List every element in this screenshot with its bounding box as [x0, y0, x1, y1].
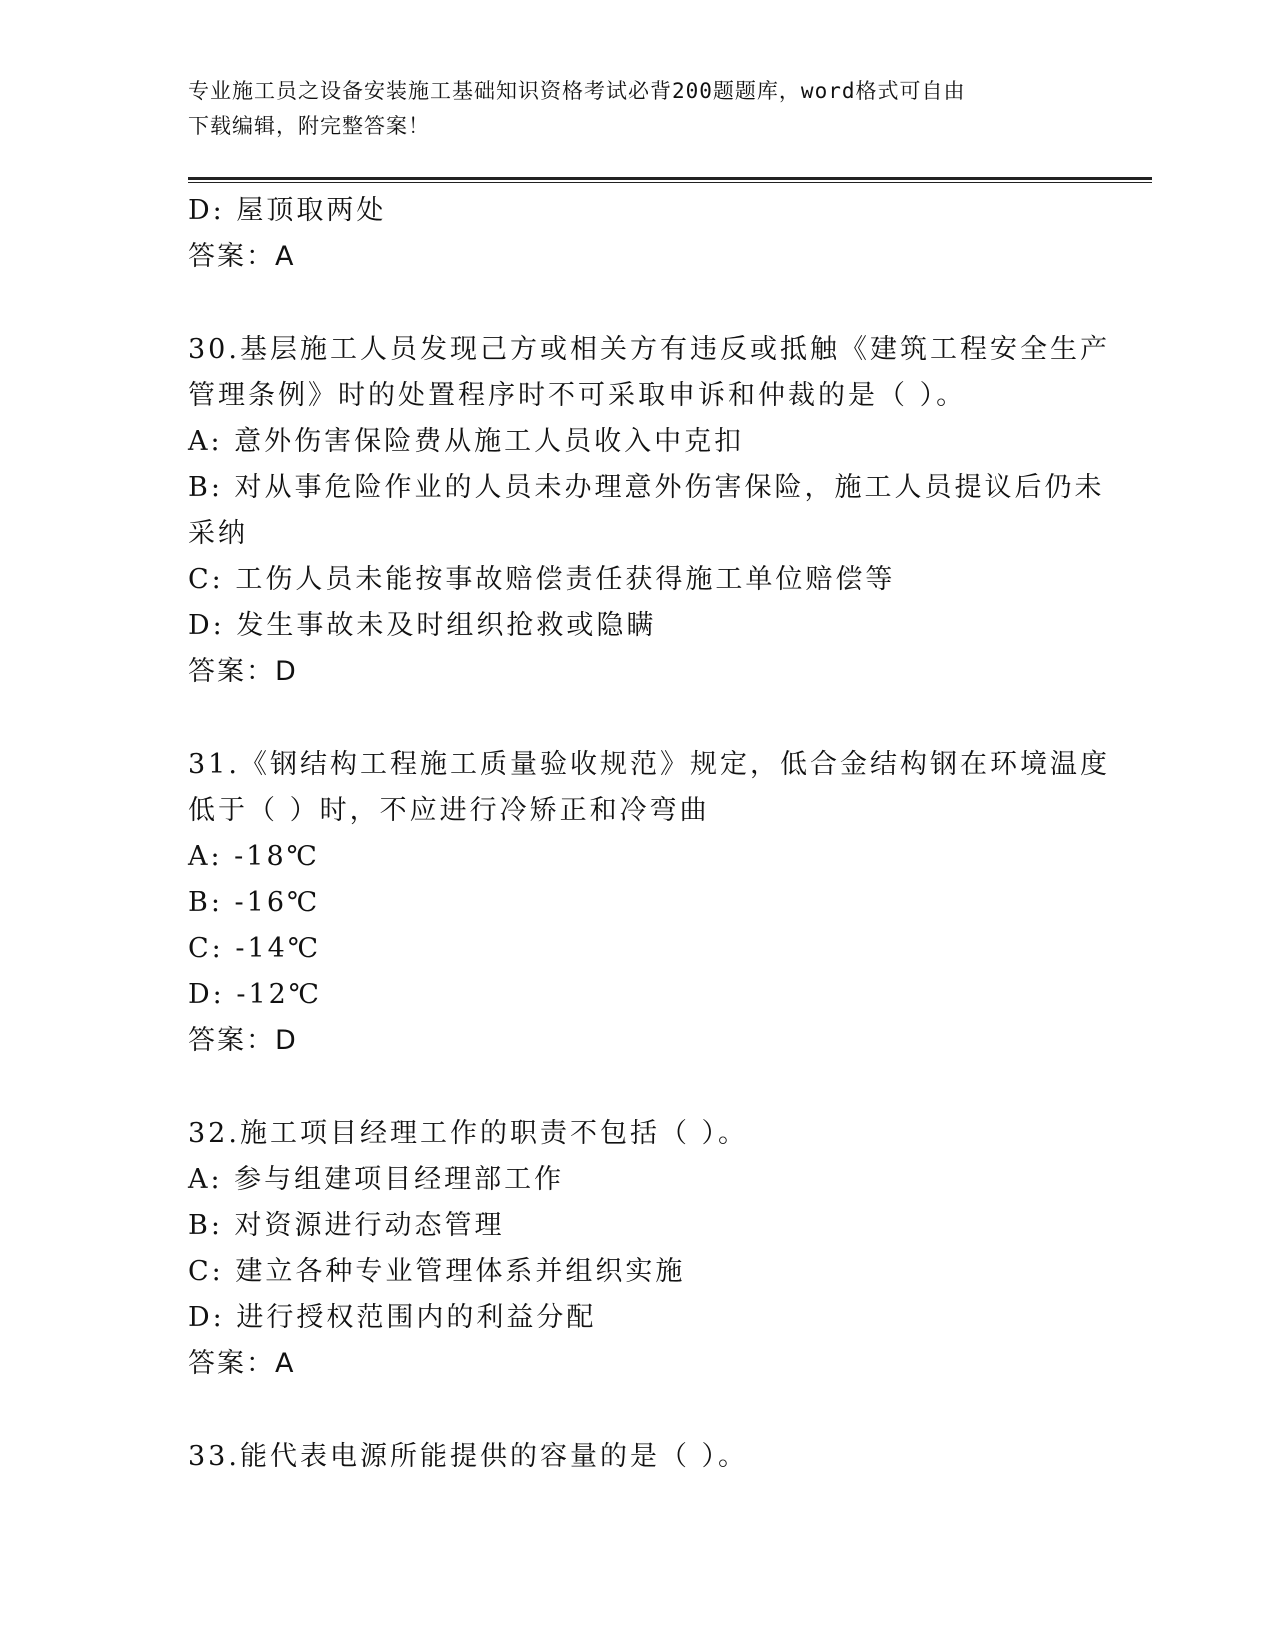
header-divider-thin [188, 182, 1152, 183]
question-stem: 31.《钢结构工程施工质量验收规范》规定，低合金结构钢在环境温度 [188, 749, 1110, 780]
answer: 答案：A [188, 241, 296, 272]
question-stem: 30.基层施工人员发现己方或相关方有违反或抵触《建筑工程安全生产 [188, 334, 1110, 365]
question-stem: 33.能代表电源所能提供的容量的是（ ）。 [188, 1441, 749, 1472]
option-b: B: -16℃ [188, 887, 321, 918]
answer: 答案：D [188, 1025, 298, 1056]
option-d: D: 发生事故未及时组织抢救或隐瞒 [188, 610, 657, 641]
option-c: C: 建立各种专业管理体系并组织实施 [188, 1256, 686, 1287]
answer: 答案：D [188, 656, 298, 687]
spacer [188, 280, 1088, 327]
option-b: B: 对从事危险作业的人员未办理意外伤害保险，施工人员提议后仍未 [188, 472, 1105, 503]
question-stem: 低于（ ）时，不应进行冷矫正和冷弯曲 [188, 795, 710, 826]
spacer [188, 1064, 1088, 1111]
option-d: D: 屋顶取两处 [188, 195, 387, 226]
question-32 [188, 1111, 1088, 1387]
answer: 答案：A [188, 1348, 296, 1379]
question-33 [188, 1434, 1088, 1480]
header-title-line-2: 下载编辑，附完整答案！ [188, 114, 430, 138]
question-31 [188, 742, 1110, 1064]
header-title-line-1: 专业施工员之设备安装施工基础知识资格考试必背200题题库，word格式可自由 [188, 79, 966, 103]
option-c: C: 工伤人员未能按事故赔偿责任获得施工单位赔偿等 [188, 564, 896, 595]
page-header [188, 74, 1068, 144]
option-b-continued: 采纳 [188, 518, 248, 549]
question-stem: 管理条例》时的处置程序时不可采取申诉和仲裁的是（ ）。 [188, 380, 967, 411]
option-b: B: 对资源进行动态管理 [188, 1210, 505, 1241]
question-content [188, 188, 1110, 1480]
question-stem: 32.施工项目经理工作的职责不包括（ ）。 [188, 1118, 749, 1149]
option-a: A: -18℃ [188, 841, 320, 872]
option-a: A: 参与组建项目经理部工作 [188, 1164, 565, 1195]
option-a: A: 意外伤害保险费从施工人员收入中克扣 [188, 426, 745, 457]
question-30 [188, 327, 1110, 695]
option-d: D: -12℃ [188, 979, 323, 1010]
spacer [188, 695, 1088, 742]
option-d: D: 进行授权范围内的利益分配 [188, 1302, 597, 1333]
spacer [188, 1387, 1088, 1434]
option-c: C: -14℃ [188, 933, 322, 964]
header-divider-thick [188, 177, 1152, 180]
